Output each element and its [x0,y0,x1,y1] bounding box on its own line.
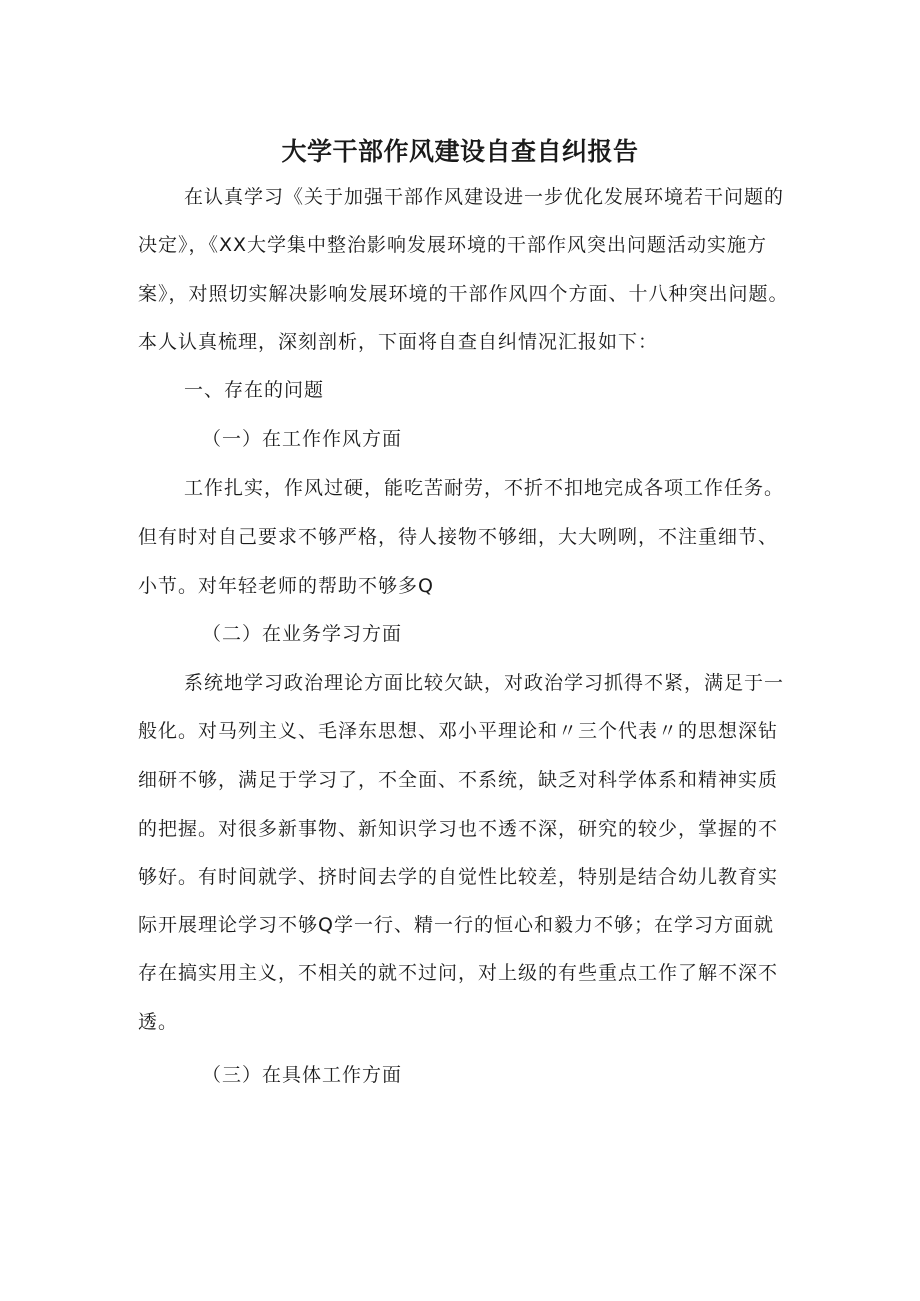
paragraph-line: 案》，对照切实解决影响发展环境的干部作风四个方面、十八种突出问题。 [138,283,789,305]
paragraph-line: 细研不够，满足于学习了，不全面、不系统，缺乏对科学体系和精神实质 [138,769,779,791]
subsection-heading: （一）在工作作风方面 [202,428,403,450]
paragraph-line: 够好。有时间就学、挤时间去学的自觉性比较差，特别是结合幼儿教育实 [138,866,779,888]
paragraph-line: 系统地学习政治理论方面比较欠缺，对政治学习抓得不紧，满足于一 [184,672,785,694]
paragraph-line: 在认真学习《关于加强干部作风建设进一步优化发展环境若干问题的 [184,186,785,208]
paragraph-line: 存在搞实用主义，不相关的就不过问，对上级的有些重点工作了解不深不 [138,962,779,984]
paragraph-line: 透。 [138,1011,179,1033]
paragraph-line: 但有时对自己要求不够严格，待人接物不够细，大大咧咧，不注重细节、 [138,526,779,548]
subsection-heading: （三）在具体工作方面 [202,1064,403,1086]
paragraph-line: 决定》，《XX大学集中整治影响发展环境的干部作风突出问题活动实施方 [138,234,768,256]
paragraph-line: 际开展理论学习不够Q学一行、精一行的恒心和毅力不够；在学习方面就 [138,914,774,936]
document-title: 大学干部作风建设自查自纠报告 [281,137,639,166]
paragraph-line: 本人认真梳理，深刻剖析，下面将自查自纠情况汇报如下： [138,331,659,353]
paragraph-line: 的把握。对很多新事物、新知识学习也不透不深，研究的较少，掌握的不 [138,818,779,840]
section-heading: 一、存在的问题 [184,379,325,401]
paragraph-line: 工作扎实，作风过硬，能吃苦耐劳，不折不扣地完成各项工作任务。 [184,477,785,499]
paragraph-line: 小节。对年轻老师的帮助不够多Q [138,575,434,597]
subsection-heading: （二）在业务学习方面 [202,623,403,645]
paragraph-line: 般化。对马列主义、毛泽东思想、邓小平理论和〃三个代表〃的思想深钻 [138,720,779,742]
